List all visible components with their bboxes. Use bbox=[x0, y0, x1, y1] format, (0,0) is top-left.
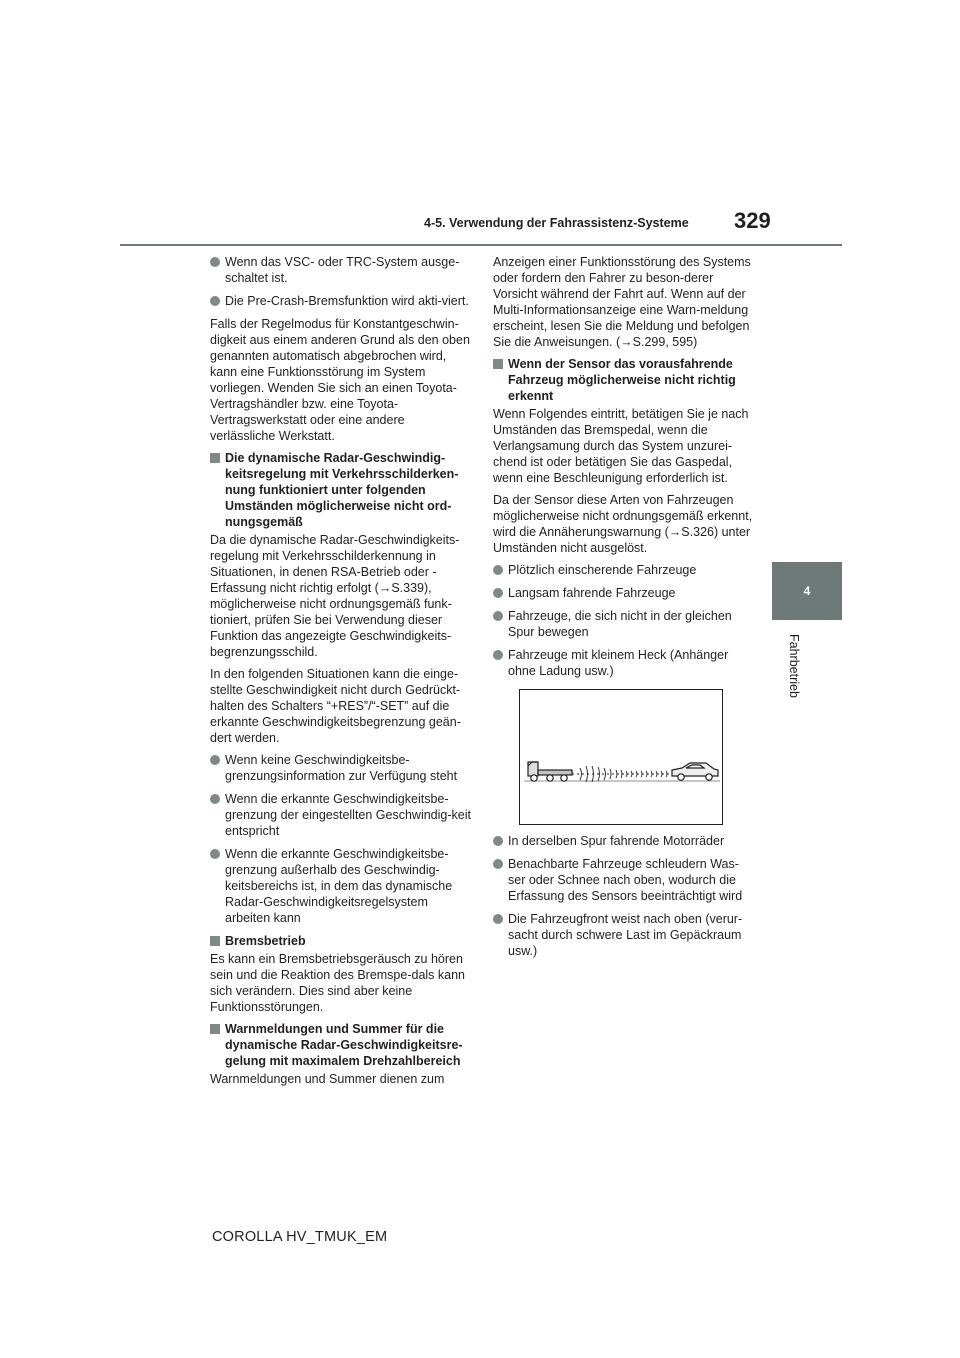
radar-wave-icon bbox=[572, 766, 670, 782]
car-icon bbox=[672, 763, 718, 780]
paragraph: Es kann ein Bremsbetriebsgeräusch zu hören sein und die Reaktion des Bremspe-dals kann sich verändern. Dies sind aber keine Funktionsstörungen. bbox=[210, 952, 466, 1014]
square-bullet-icon bbox=[493, 359, 503, 369]
square-bullet-icon bbox=[210, 453, 220, 463]
paragraph: Anzeigen einer Funktionsstörung des Systems oder fordern den Fahrer zu beson-derer Vorsicht während der Fahrt auf. Wenn auf der Multi-Informationsanzeige eine Warn-meldung erscheint, lesen Sie die Meldung und befolgen Sie die Anweisungen. (→S.299, 595) bbox=[493, 255, 751, 349]
bullet-icon bbox=[493, 588, 503, 598]
paragraph: In den folgenden Situationen kann die einge-stellte Geschwindigkeit nicht durch Gedrückt-halten des Schalters “+RES”/“-SET” auf die erkannte Geschwindigkeitsbegrenzung geän-dert werden. bbox=[210, 667, 461, 745]
document-footer: COROLLA HV_TMUK_EM bbox=[212, 1229, 388, 1245]
list-item: Fahrzeuge mit kleinem Heck (Anhänger ohne Ladung usw.) bbox=[493, 647, 755, 679]
bullet-icon bbox=[493, 859, 503, 869]
paragraph: Da die dynamische Radar-Geschwindigkeits-regelung mit Verkehrsschilderkennung in Situationen, in denen RSA-Betrieb oder -Erfassung nicht richtig erfolgt (→S.339), möglicherweise nicht ordnungsgemäß funk-tioniert, prüfen Sie bei Verwendung dieser Funktion das angezeigte Geschwindigkeits-begrenzungsschild. bbox=[210, 533, 460, 659]
bullet-icon bbox=[493, 914, 503, 924]
bullet-icon bbox=[210, 296, 220, 306]
bullet-icon bbox=[210, 794, 220, 804]
list-item: Wenn das VSC- oder TRC-System ausge-schaltet ist. bbox=[210, 254, 472, 286]
bullet-icon bbox=[493, 565, 503, 575]
list-item: In derselben Spur fahrende Motorräder bbox=[493, 833, 755, 849]
list-item: Wenn keine Geschwindigkeitsbe-grenzungsinformation zur Verfügung steht bbox=[210, 752, 472, 784]
bullet-icon bbox=[493, 836, 503, 846]
left-column bbox=[210, 254, 472, 1093]
chapter-section-title: 4-5. Verwendung der Fahrassistenz-Systeme bbox=[424, 216, 689, 230]
paragraph: Warnmeldungen und Summer dienen zum bbox=[210, 1072, 445, 1086]
square-bullet-icon bbox=[210, 1024, 220, 1034]
list-item: Fahrzeuge, die sich nicht in der gleichen Spur bewegen bbox=[493, 608, 755, 640]
paragraph: Da der Sensor diese Arten von Fahrzeugen möglicherweise nicht ordnungsgemäß erkennt, wird die Annäherungswarnung (→S.326) unter Umständen nicht ausgelöst. bbox=[493, 493, 753, 555]
list-item: Die Pre-Crash-Bremsfunktion wird akti-viert. bbox=[210, 293, 472, 309]
page-number: 329 bbox=[734, 208, 771, 233]
list-item: Wenn die erkannte Geschwindigkeitsbe-grenzung der eingestellten Geschwindig-keit entspricht bbox=[210, 791, 472, 839]
list-item: Plötzlich einscherende Fahrzeuge bbox=[493, 562, 755, 578]
section-heading: Die dynamische Radar-Geschwindig-keitsregelung mit Verkehrsschilderken-nung funktioniert unter folgenden Umständen möglicherweise nicht ord-nungsgemäß bbox=[210, 450, 472, 530]
section-heading: Bremsbetrieb bbox=[210, 933, 472, 949]
chapter-tab bbox=[772, 562, 842, 620]
header-divider bbox=[120, 244, 842, 246]
section-heading: Wenn der Sensor das vorausfahrende Fahrzeug möglicherweise nicht richtig erkennt bbox=[493, 356, 755, 404]
truck-icon bbox=[528, 762, 572, 781]
paragraph: Falls der Regelmodus für Konstantgeschwin-digkeit aus einem anderen Grund als den oben genannten automatisch abgebrochen wird, kann eine Funktionsstörung im System vorliegen. Wenden Sie sich an einen Toyota-Vertragshändler bzw. eine Toyota-Vertragswerkstatt oder eine andere verlässliche Werkstatt. bbox=[210, 317, 470, 443]
bullet-icon bbox=[210, 755, 220, 765]
chapter-name: Fahrbetrieb bbox=[787, 634, 801, 698]
section-heading: Warnmeldungen und Summer für die dynamische Radar-Geschwindigkeitsre-gelung mit maximalem Drehzahlbereich bbox=[210, 1021, 472, 1069]
list-item: Langsam fahrende Fahrzeuge bbox=[493, 585, 755, 601]
sensor-illustration bbox=[519, 689, 723, 825]
bullet-icon bbox=[210, 849, 220, 859]
right-column bbox=[493, 254, 755, 966]
square-bullet-icon bbox=[210, 936, 220, 946]
list-item: Wenn die erkannte Geschwindigkeitsbe-grenzung außerhalb des Geschwindig-keitsbereichs ist, in dem das dynamische Radar-Geschwindigkeitsregelsystem arbeiten kann bbox=[210, 846, 472, 926]
bullet-icon bbox=[493, 650, 503, 660]
paragraph: Wenn Folgendes eintritt, betätigen Sie je nach Umständen das Bremspedal, wenn die Verlangsamung durch das System unzurei-chend ist oder betätigen Sie das Gaspedal, wenn eine Beschleunigung erforderlich ist. bbox=[493, 407, 749, 485]
truck-and-car-illustration bbox=[520, 690, 724, 826]
chapter-number: 4 bbox=[803, 584, 811, 598]
list-item: Benachbarte Fahrzeuge schleudern Was-ser oder Schnee nach oben, wodurch die Erfassung des Sensors beeinträchtigt wird bbox=[493, 856, 755, 904]
bullet-icon bbox=[210, 257, 220, 267]
list-item: Die Fahrzeugfront weist nach oben (verur-sacht durch schwere Last im Gepäckraum usw.) bbox=[493, 911, 755, 959]
bullet-icon bbox=[493, 611, 503, 621]
